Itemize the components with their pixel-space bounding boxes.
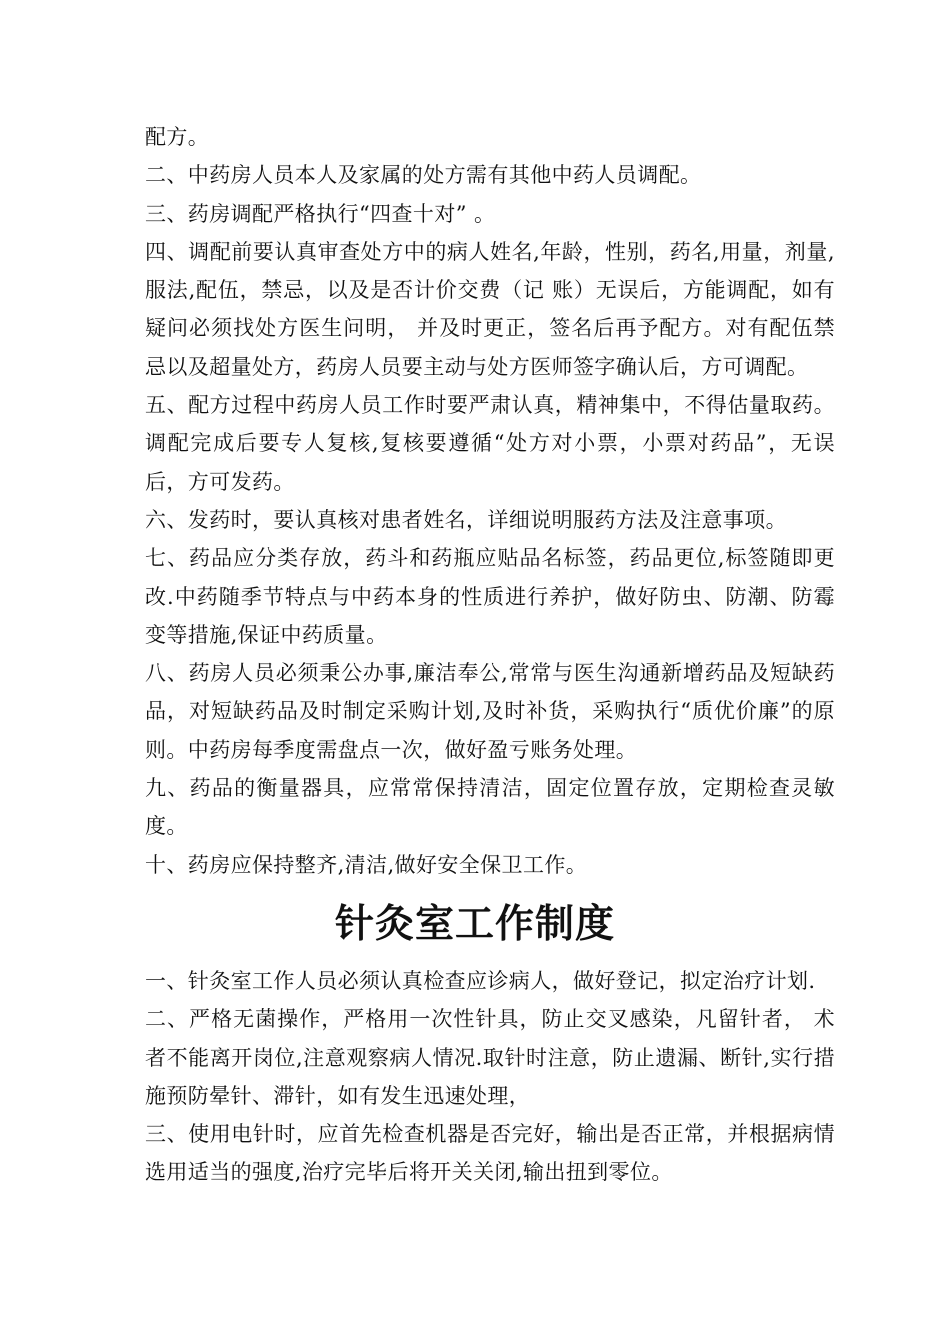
rule-paragraph: 三、药房调配严格执行“四查十对” 。 — [145, 201, 496, 226]
rule-paragraph: 八、药房人员必须秉公办事,廉洁奉公,常常与医生沟通新增药品及短缺药品，对短缺药品及时制定采购计划,及时补货，采购执行“质优价廉”的原则。中药房每季度需盘点一次，做好盈亏账务处理。 — [145, 661, 835, 762]
pharmacy-rules-section — [145, 118, 835, 884]
rule-paragraph: 二、中药房人员本人及家属的处方需有其他中药人员调配。 — [145, 163, 702, 188]
rule-paragraph: 四、调配前要认真审查处方中的病人姓名,年龄，性别，药名,用量，剂量,服法,配伍，禁忌，以及是否计价交费（记 账）无误后，方能调配，如有疑问必须找处方医生问明， 并及时更正，签名后再予配方。对有配伍禁忌以及超量处方，药房人员要主动与处方医师签字确认后，方可调配。 — [145, 239, 835, 379]
acupuncture-rules-section — [145, 962, 835, 1192]
rule-paragraph: 六、发药时，要认真核对患者姓名，详细说明服药方法及注意事项。 — [145, 507, 787, 532]
section-heading: 针灸室工作制度 — [334, 902, 615, 947]
rule-paragraph: 五、配方过程中药房人员工作时要严肃认真，精神集中，不得估量取药。调配完成后要专人复核,复核要遵循“处方对小票，小票对药品”，无误后，方可发药。 — [145, 393, 835, 494]
rule-paragraph: 配方。 — [145, 125, 210, 149]
rule-paragraph: 一、针灸室工作人员必须认真检查应诊病人，做好登记，拟定治疗计划. — [145, 969, 816, 993]
rule-paragraph: 九、药品的衡量器具，应常常保持清洁，固定位置存放，定期检查灵敏度。 — [145, 776, 835, 839]
rule-paragraph: 二、严格无菌操作，严格用一次性针具，防止交叉感染，凡留针者， 术者不能离开岗位,注意观察病人情况.取针时注意，防止遗漏、断针,实行措施预防晕针、滞针，如有发生迅速处理， — [145, 1007, 835, 1108]
rule-paragraph: 三、使用电针时，应首先检查机器是否完好，输出是否正常，并根据病情选用适当的强度,治疗完毕后将开关关闭,输出扭到零位。 — [145, 1122, 835, 1185]
rule-paragraph: 七、药品应分类存放，药斗和药瓶应贴品名标签，药品更位,标签随即更改.中药随季节特点与中药本身的性质进行养护，做好防虫、防潮、防霉变等措施,保证中药质量。 — [145, 546, 835, 647]
rule-paragraph: 十、药房应保持整齐,清洁,做好安全保卫工作。 — [145, 852, 588, 877]
